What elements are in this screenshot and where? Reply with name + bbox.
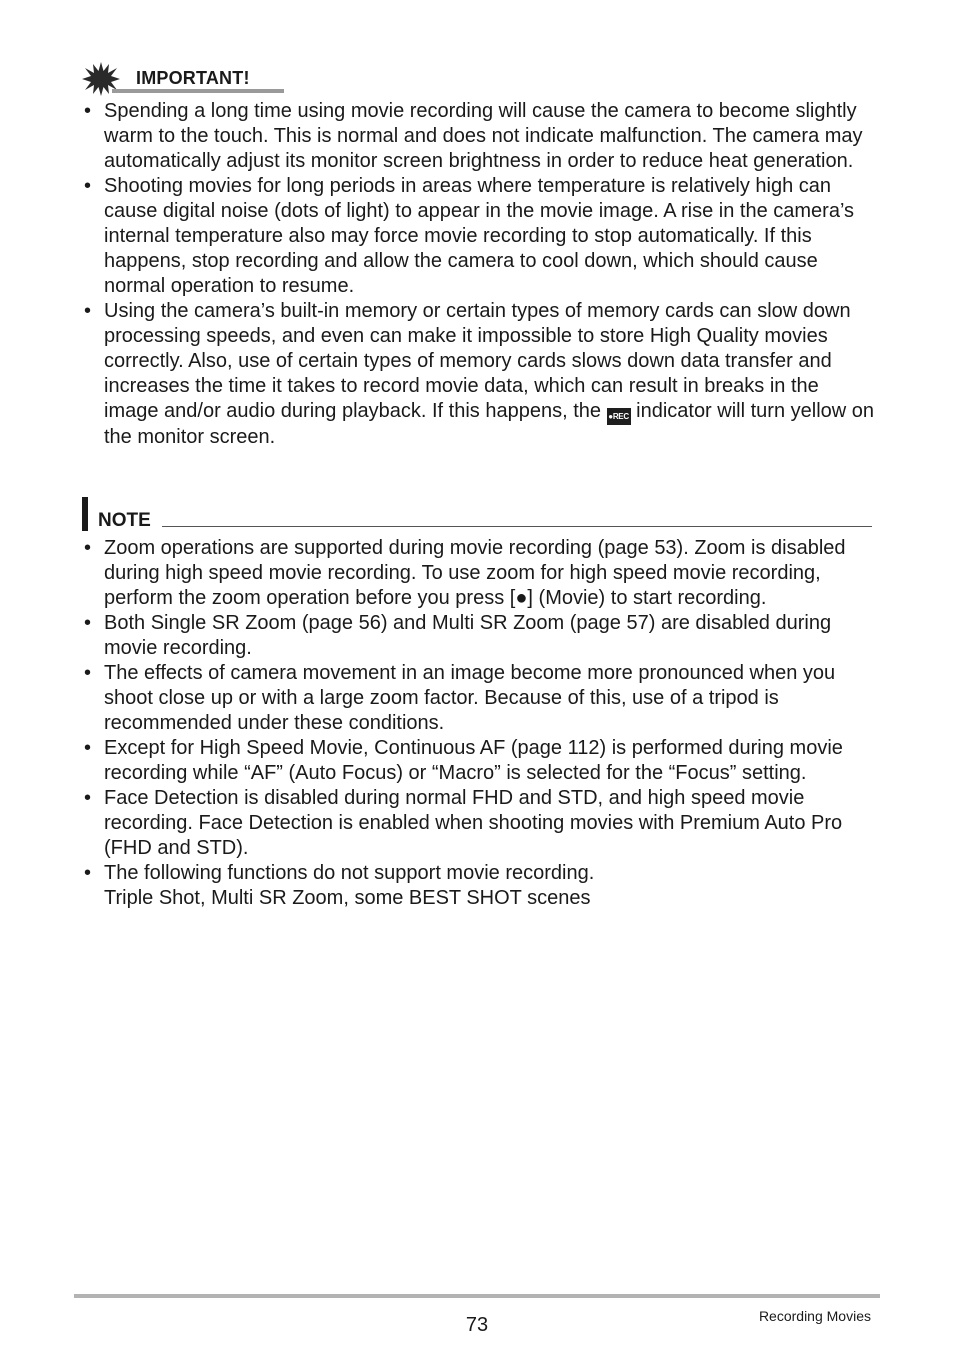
item-text: ] (Movie) to start recording. (527, 587, 767, 609)
bullet: • (84, 862, 92, 884)
movie-button-icon: ● (515, 587, 528, 609)
bullet: • (84, 737, 92, 759)
item-text: Shooting movies for long periods in areas where temperature is relatively high can cause digital noise (dots of light) to appear in the movie image. A rise in the camera’s internal temperature also may force movie recording to stop automatically. If this happens, stop recording and allow the camera to cool down, which should cause normal operation to resume. (104, 175, 855, 297)
list-item (84, 786, 874, 861)
note-list (84, 536, 874, 911)
bullet: • (84, 612, 92, 634)
item-text: The effects of camera movement in an image become more pronounced when you shoot close up or with a large zoom factor. Because of this, use of a tripod is recommended under these conditions. (104, 662, 836, 734)
list-item (84, 536, 874, 611)
page-number: 73 (465, 1314, 489, 1336)
item-text: indicator will turn yellow on the monitor screen. (104, 400, 875, 448)
item-text: Except for High Speed Movie, Continuous AF (page 112) is performed during movie recording while “AF” (Auto Focus) or “Macro” is selected for the “Focus” setting. (104, 737, 843, 784)
important-title: IMPORTANT! (136, 68, 250, 88)
item-text: Zoom operations are supported during movie recording (page 53). Zoom is disabled during high speed movie recording. To use zoom for high speed movie recording, perform the zoom operation before you press [ (104, 537, 846, 609)
important-underline (112, 89, 284, 93)
note-bar (82, 497, 88, 531)
item-text: Triple Shot, Multi SR Zoom, some BEST SHOT scenes (104, 887, 591, 909)
item-text: Spending a long time using movie recording will cause the camera to become slightly warm to the touch. This is normal and does not indicate malfunction. The camera may automatically adjust its monitor screen brightness in order to reduce heat generation. (104, 100, 863, 172)
list-item (84, 861, 874, 911)
list-item (84, 174, 874, 299)
rec-indicator-icon: ●REC (607, 408, 631, 425)
item-text: The following functions do not support movie recording. (104, 862, 595, 884)
note-title: NOTE (98, 510, 151, 531)
list-item (84, 736, 874, 786)
note-rule (162, 526, 872, 527)
item-text: Using the camera’s built-in memory or certain types of memory cards can slow down processing speeds, and even can make it impossible to store High Quality movies correctly. Also, use of certain types of memory cards slows down data transfer and increases the time it takes to record movie data, which can result in breaks in the image and/or audio during playback. If this happens, the (104, 300, 851, 422)
item-text: Both Single SR Zoom (page 56) and Multi SR Zoom (page 57) are disabled during movie recording. (104, 612, 832, 659)
section-title: Recording Movies (758, 1308, 871, 1324)
list-item (84, 299, 874, 450)
list-item (84, 611, 874, 661)
bullet: • (84, 100, 92, 122)
bullet: • (84, 175, 92, 197)
list-item (84, 661, 874, 736)
bullet: • (84, 537, 92, 559)
bullet: • (84, 300, 92, 322)
item-text: Face Detection is disabled during normal FHD and STD, and high speed movie recording. Face Detection is enabled when shooting movies with Premium Auto Pro (FHD and STD). (104, 787, 843, 859)
important-header (82, 62, 292, 96)
footer-rule (74, 1294, 880, 1298)
bullet: • (84, 787, 92, 809)
bullet: • (84, 662, 92, 684)
list-item (84, 99, 874, 174)
note-header (82, 497, 872, 531)
important-list (84, 99, 874, 450)
